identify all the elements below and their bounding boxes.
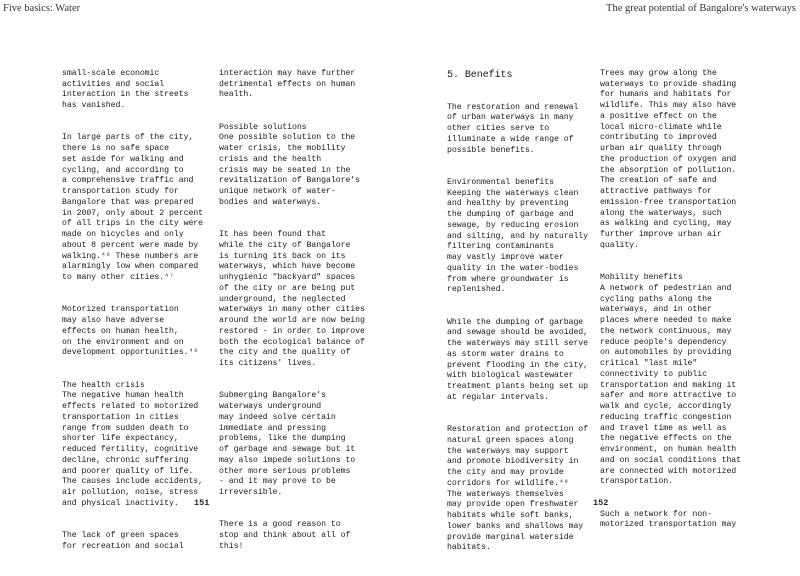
section-title: 5. Benefits [447, 69, 513, 81]
paragraph: Mobility benefits A network of pedestrian and cycling paths along the waterways, and in other places where needed to make the network continuous, may reduce people's dependency on automobiles by providing critical "last mile" connectivity to public transportation and making it safer and more attractive to walk and cycle, accordingly reducing traffic congestion and travel time as well as the negative effects on the environment, on human health and on social conditions that are connected with motorized transportation. [600, 273, 742, 487]
right-page-column-1 [447, 58, 602, 576]
paragraph: Submerging Bangalore's waterways underground may indeed solve certain immediate and pressing problems, like the dumping of garbage and sewage but it may also impede solutions to other more serious problems - and it may prove to be irreversible. [219, 391, 356, 497]
paragraph: While the dumping of garbage and sewage should be avoided, the waterways may still serve as storm water drains to prevent flooding in the city, with biological wastewater treatment plants being set up at regular intervals. [447, 317, 589, 402]
paragraph: It has been found that while the city of Bangalore is turning its back on its waterways, which have become unhygienic "backyard" spaces of the city or are being put underground, the neglected waterways in many other cities around the world are now being restored - in order to improve both the ecological balance of the city and the quality of its citizens' lives. [219, 230, 365, 368]
page-number-left: 151 [194, 498, 210, 508]
paragraph: There is a good reason to stop and think about all of this! [219, 520, 351, 551]
paragraph: The lack of green spaces for recreation and social [62, 531, 184, 551]
paragraph: interaction may have further detrimental effects on human health. [219, 68, 356, 100]
paragraph: Environmental benefits Keeping the waterways clean and healthy by preventing the dumping of garbage and sewage, by reducing erosion and silting, and by naturally filtering contaminants may vastly improve water quality in the water-bodies from where groundwater is replenished. [447, 177, 589, 295]
paragraph: Restoration and protection of natural green spaces along the waterways may support and promote biodiversity in the city and may provide corridors for wildlife.⁴⁹ The waterways themselves may provide open freshwater habitats while soft banks, lower banks and shallows may provide marginal waterside habitats. [447, 425, 589, 553]
paragraph: Possible solutions One possible solution to the water crisis, the mobility crisis and the health crisis may be seated in the revitalization of Bangalore's unique network of water- bodies and waterways. [219, 122, 361, 207]
left-page-column-2 [219, 58, 379, 574]
paragraph: Motorized transportation may also have adverse effects on human health, on the environment and on development opportunities.⁴⁸ [62, 305, 199, 358]
right-page-column-2 [600, 58, 765, 553]
page-number-right: 152 [593, 498, 609, 508]
paragraph: In large parts of the city, there is no safe space set aside for walking and cycling, and according to a comprehensive traffic and transportation study for Bangalore that was prepared in 2007, only about 2 percent of all trips in the city were made on bicycles and only about 8 percent were made by walking.⁴⁶ These numbers are alarmingly low when compared to many other cities.⁴⁷ [62, 133, 204, 282]
paragraph: small-scale economic activities and social interaction in the streets has vanished. [62, 68, 189, 110]
paragraph: Such a network for non- motorized transportation may [600, 509, 737, 530]
left-page-column-1 [62, 58, 212, 574]
running-head-right: The great potential of Bangalore's waterways [606, 3, 796, 14]
paragraph: The health crisis The negative human health effects related to motorized transportation in cities range from sudden death to shorter life expectancy, reduced fertility, cognitive decline, chronic suffering and poorer quality of life. The causes include accidents, air pollution, noise, stress and physical inactivity. [62, 380, 204, 508]
paragraph: Trees may grow along the waterways to provide shading for humans and habitats for wildlife. This may also have a positive effect on the local micro-climate while contributing to improved urban air quality through the production of oxygen and the absorption of pollution. The creation of safe and attractive pathways for emission-free transportation along the waterways, such as walking and cycling, may further improve urban air quality. [600, 68, 737, 250]
paragraph: The restoration and renewal of urban waterways in many other cities serve to illuminate a wide range of possible benefits. [447, 102, 579, 155]
running-head-left: Five basics: Water [3, 3, 81, 14]
